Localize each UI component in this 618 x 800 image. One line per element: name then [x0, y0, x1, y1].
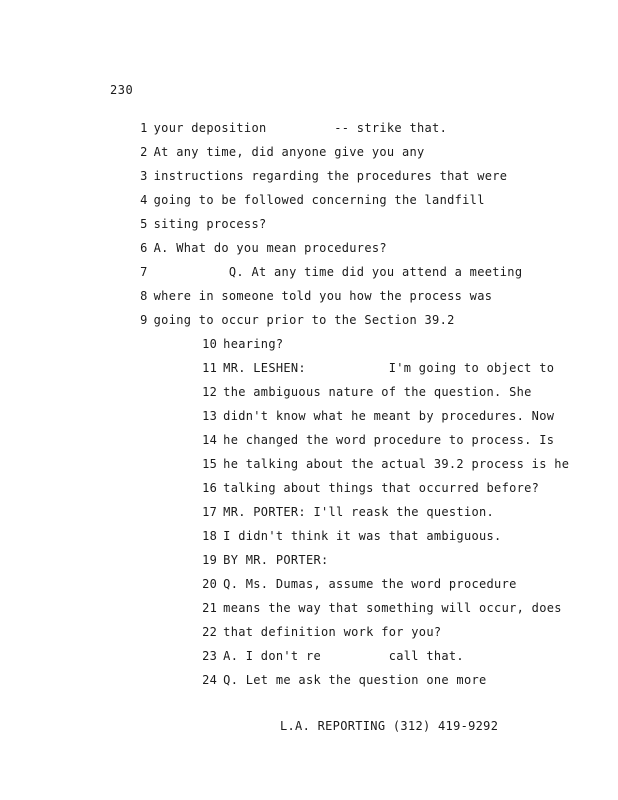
- line-text: where in someone told you how the process was: [153, 289, 493, 303]
- line-number: 5: [140, 217, 148, 231]
- line-text: Q. Ms. Dumas, assume the word procedure: [223, 577, 517, 591]
- line-text: MR. PORTER: I'll reask the question.: [223, 505, 495, 519]
- line-text: Q. At any time did you attend a meeting: [153, 265, 523, 279]
- line-text: talking about things that occurred before?: [223, 481, 540, 495]
- line-number: 1: [140, 121, 148, 135]
- line-number: 10: [202, 337, 218, 351]
- line-text: didn't know what he meant by procedures. Now: [223, 409, 555, 423]
- line-number: 20: [202, 577, 218, 591]
- line-number: 19: [202, 553, 218, 567]
- line-text: MR. LESHEN: I'm going to object to: [223, 361, 555, 375]
- line-text: means the way that something will occur, does: [223, 601, 562, 615]
- line-number: 4: [140, 193, 148, 207]
- line-text: I didn't think it was that ambiguous.: [223, 529, 502, 543]
- line-number: 17: [202, 505, 218, 519]
- line-text: that definition work for you?: [223, 625, 442, 639]
- line-text: siting process?: [153, 217, 267, 231]
- page-number: 230: [110, 83, 134, 97]
- line-number: 14: [202, 433, 218, 447]
- line-text: he talking about the actual 39.2 process is he: [223, 457, 570, 471]
- line-text: he changed the word procedure to process. Is: [223, 433, 555, 447]
- line-number: 16: [202, 481, 218, 495]
- transcript-line-24: [172, 659, 487, 701]
- line-number: 18: [202, 529, 218, 543]
- line-text: your deposition -- strike that.: [153, 121, 448, 135]
- line-number: 11: [202, 361, 218, 375]
- line-text: hearing?: [223, 337, 284, 351]
- line-text: the ambiguous nature of the question. She: [223, 385, 532, 399]
- line-number: 3: [140, 169, 148, 183]
- line-number: 23: [202, 649, 218, 663]
- line-text: instructions regarding the procedures that were: [153, 169, 508, 183]
- line-text: going to occur prior to the Section 39.2: [153, 313, 455, 327]
- line-number: 21: [202, 601, 218, 615]
- line-text: At any time, did anyone give you any: [153, 145, 425, 159]
- line-text: A. What do you mean procedures?: [153, 241, 387, 255]
- line-number: 9: [140, 313, 148, 327]
- line-text: A. I don't re call that.: [223, 649, 464, 663]
- line-number: 24: [202, 673, 218, 687]
- line-number: 2: [140, 145, 148, 159]
- line-number: 7: [140, 265, 148, 279]
- line-text: BY MR. PORTER:: [223, 553, 329, 567]
- line-number: 8: [140, 289, 148, 303]
- line-number: 6: [140, 241, 148, 255]
- line-number: 15: [202, 457, 218, 471]
- line-number: 12: [202, 385, 218, 399]
- line-number: 13: [202, 409, 218, 423]
- line-text: Q. Let me ask the question one more: [223, 673, 487, 687]
- line-number: 22: [202, 625, 218, 639]
- line-text: going to be followed concerning the landfill: [153, 193, 485, 207]
- reporter-footer: L.A. REPORTING (312) 419-9292: [280, 719, 499, 733]
